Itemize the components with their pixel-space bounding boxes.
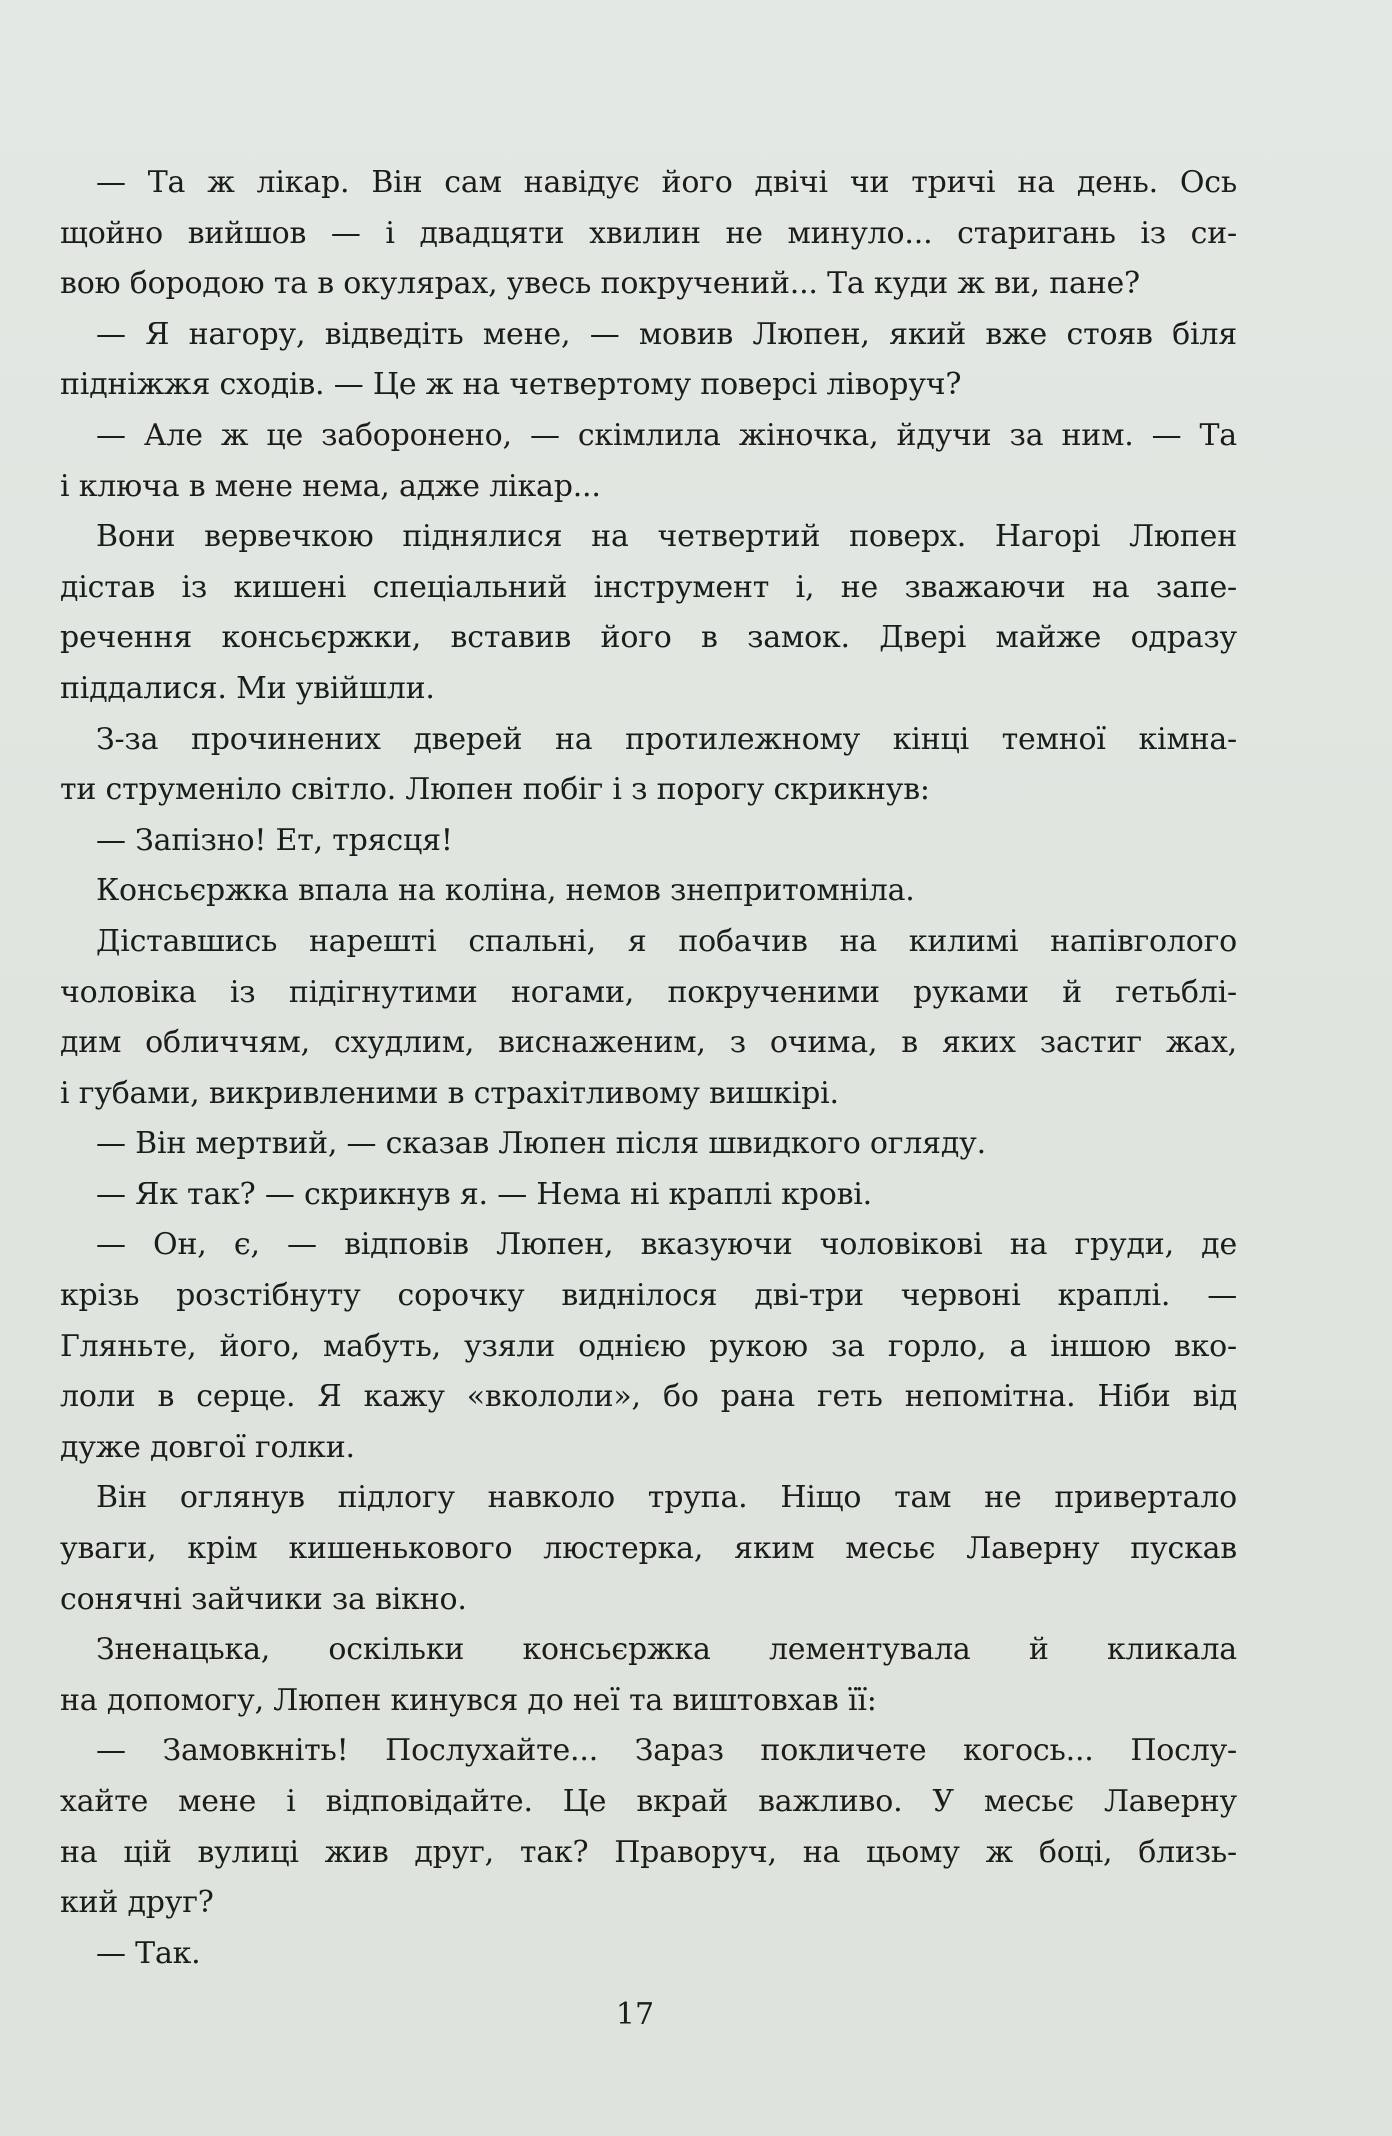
text-line: З-за прочинених дверей на протилежному кінці темної кімна- [96,721,1237,757]
text-line: речення консьєржки, вставив його в замок. Двері майже одразу [60,620,1237,656]
text-line: — Я нагору, відведіть мене, — мовив Люпен, який вже стояв біля [96,316,1237,352]
text-line: і ключа в мене нема, адже лікар... [60,468,601,504]
text-line: — Як так? — скрикнув я. — Нема ні краплі крові. [96,1176,873,1212]
text-line: — Але ж це заборонено, — скімлила жіночка, йдучи за ним. — Та [96,417,1237,453]
text-line: піддалися. Ми увійшли. [60,670,435,706]
text-line: — Він мертвий, — сказав Люпен після швидкого огляду. [96,1126,986,1162]
text-line: вою бородою та в окулярах, увесь покручений... Та куди ж ви, пане? [60,266,1140,302]
text-line: Він оглянув підлогу навколо трупа. Ніщо там не привертало [96,1480,1237,1516]
text-line: Діставшись нарешті спальні, я побачив на килимі напівголого [96,923,1237,959]
text-line: ти струменіло світло. Люпен побіг і з порогу скрикнув: [60,772,930,808]
text-line: Гляньте, його, мабуть, узяли однією рукою за горло, а іншою вко- [60,1328,1237,1364]
text-line: — Так. [96,1935,201,1971]
text-line: дим обличчям, схудлим, виснаженим, з очима, в яких застиг жах, [60,1025,1237,1061]
text-line: щойно вийшов — і двадцяти хвилин не минуло... старигань із си- [60,215,1237,251]
page-number: 17 [615,1997,655,2032]
text-line: кий друг? [60,1885,214,1921]
text-line: і губами, викривленими в страхітливому вишкірі. [60,1075,839,1111]
text-line: дістав із кишені спеціальний інструмент і, не зважаючи на запе- [60,569,1237,605]
text-line: підніжжя сходів. — Це ж на четвертому поверсі ліворуч? [60,367,962,403]
text-line: дуже довгої голки. [60,1429,355,1465]
text-line: Вони вервечкою піднялися на четвертий поверх. Нагорі Люпен [96,519,1237,555]
text-line: — Замовкніть! Послухайте... Зараз покличете когось... Послу- [96,1733,1237,1769]
text-line: на допомогу, Люпен кинувся до неї та виштовхав її: [60,1682,877,1718]
text-line: чоловіка із підігнутими ногами, покрученими руками й гетьблі- [60,974,1237,1010]
text-line: — Запізно! Ет, трясця! [96,822,453,858]
text-line: лоли в серце. Я кажу «вкололи», бо рана геть непомітна. Ніби від [60,1379,1237,1415]
text-line: — Та ж лікар. Він сам навідує його двічі чи тричі на день. Ось [96,165,1237,200]
text-line: уваги, крім кишенькового люстерка, яким месьє Лаверну пускав [60,1531,1237,1567]
body-text [60,158,1237,1979]
text-line: Зненацька, оскільки консьєржка лементувала й кликала [96,1632,1237,1668]
text-line: на цій вулиці жив друг, так? Праворуч, на цьому ж боці, близь- [60,1834,1237,1870]
text-line: Консьєржка впала на коліна, немов знепритомніла. [96,873,915,909]
text-line: сонячні зайчики за вікно. [60,1581,467,1617]
text-line: — Он, є, — відповів Люпен, вказуючи чоловікові на груди, де [96,1227,1237,1263]
text-line: хайте мене і відповідайте. Це вкрай важливо. У месьє Лаверну [60,1784,1237,1819]
text-line: крізь розстібнуту сорочку виднілося дві-три червоні краплі. — [60,1278,1237,1314]
